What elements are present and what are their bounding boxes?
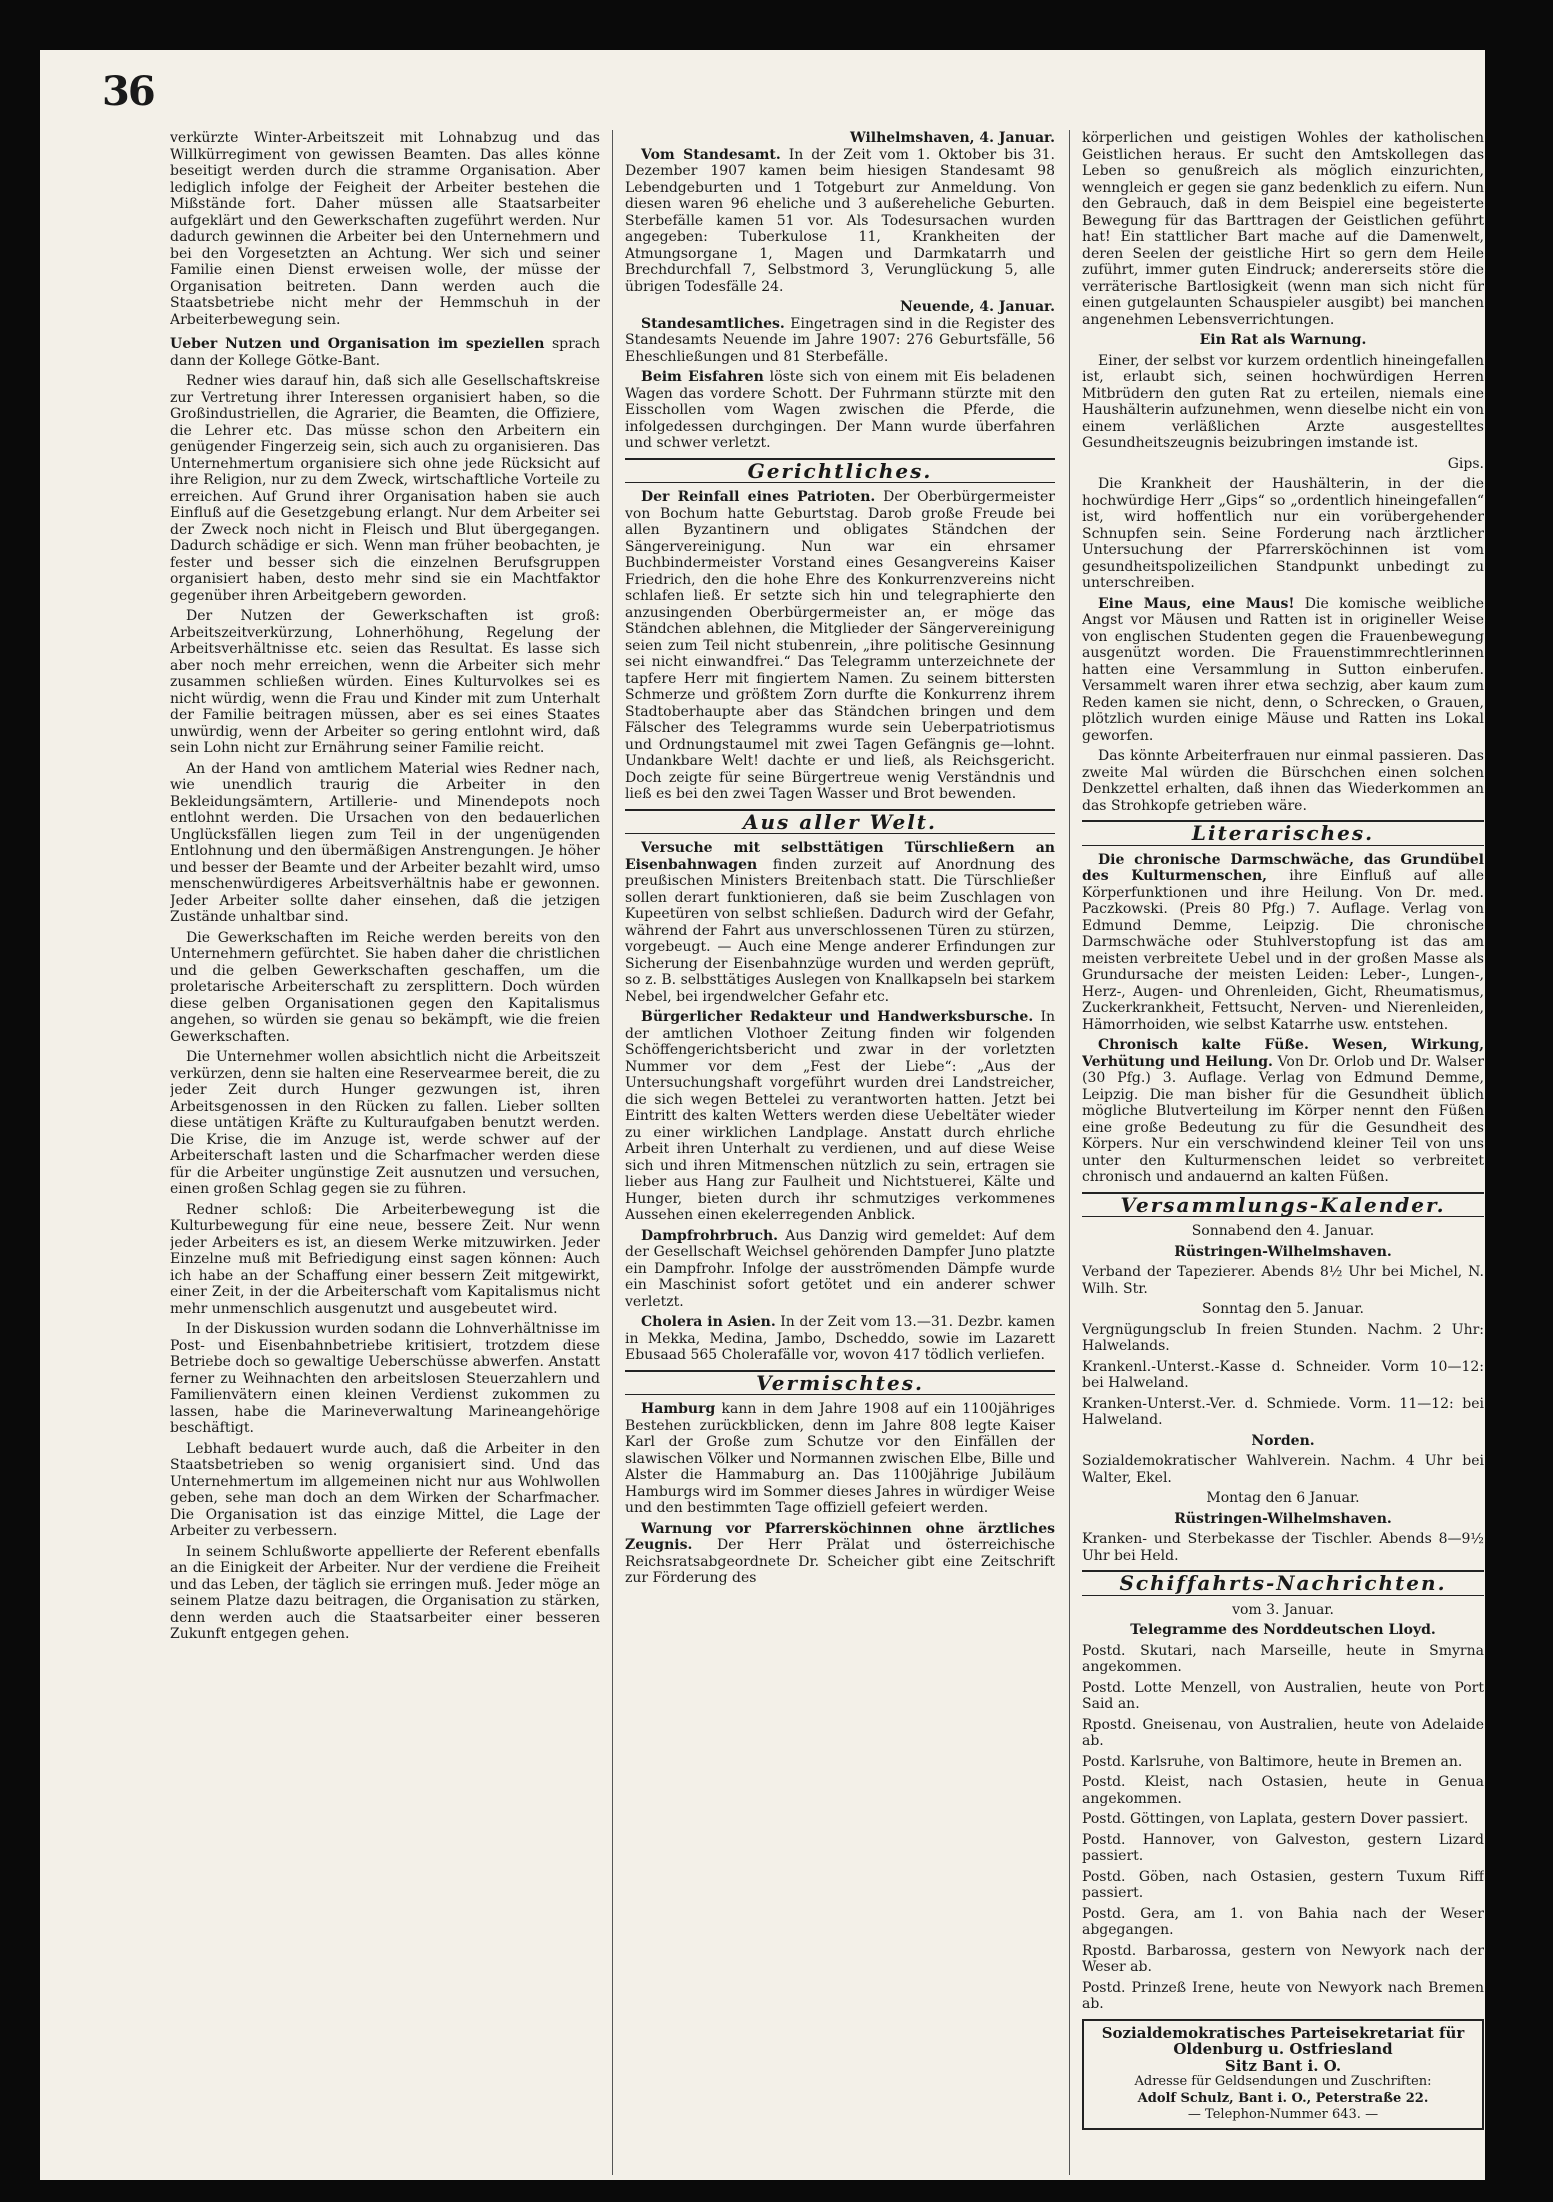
calendar-place: Rüstringen-Wilhelmshaven. [1174, 1510, 1392, 1527]
paragraph: Die Unternehmer wollen absichtlich nicht die Arbeitszeit verkürzen, denn sie halten eine Reservearmee bereit, die zu jeder Zeit durch Hunger gezwungen ist, ihren Arbeitsgenossen in den Rücken zu fallen. Lieber sollten diese untätigen Kräfte zu Kulturaufgaben benutzt werden. Die Krise, die im Anzuge ist, werde schwer auf der Arbeiterschaft lasten und die Scharfmacher werden diese für die Arbeiter ungünstige Zeit ausnutzen und versuchen, einen großen Schlag gegen sie zu führen. [170, 1049, 600, 1197]
calendar-entry: Verband der Tapezierer. Abends 8½ Uhr bei Michel, N. Wilh. Str. [1082, 1264, 1484, 1297]
calendar-place: Rüstringen-Wilhelmshaven. [1174, 1243, 1392, 1260]
shipping-date: vom 3. Januar. [1232, 1601, 1334, 1618]
article-heading: Cholera in Asien. [641, 1314, 776, 1330]
calendar-entry: Vergnügungsclub In freien Stunden. Nachm. 2 Uhr: Halwelands. [1082, 1321, 1484, 1354]
section-heading: Gerichtliches. [625, 458, 1055, 484]
article-heading: Hamburg [641, 1401, 716, 1417]
article-heading: Vom Standesamt. [641, 146, 781, 163]
shipping-entry: Postd. Skutari, nach Marseille, heute in Smyrna angekommen. [1082, 1642, 1484, 1675]
article-heading: Der Reinfall eines Patrioten. [641, 489, 876, 505]
article-heading: Bürgerlicher Redakteur und Handwerksbursche. [641, 1009, 1034, 1025]
article-heading: Die chronische Darmschwäche, das Grundübel des Kulturmenschen, [1082, 851, 1484, 884]
paragraph: ihre Einfluß auf alle Körperfunktionen und ihre Heilung. Von Dr. med. Paczkowski. (Preis 80 Pfg.) 7. Auflage. Verlag von Edmund Demme, Leipzig. Die chronische Darmschwäche oder Stuhlverstopfung ist das am meisten verbreitete Uebel und in der großen Masse als Grundursache der meisten Leiden: Leber-, Lungen-, Herz-, Augen- und Ohrenleiden, Gicht, Rheumatismus, Zuckerkrankheit, Fettsucht, Nerven- und Nierenleiden, Hämorrhoiden, wie selbst Katarrhe usw. entstehen. [1082, 868, 1484, 1033]
section-heading: Aus aller Welt. [625, 809, 1055, 835]
shipping-entry: Postd. Prinzeß Irene, heute von Newyork nach Bremen ab. [1082, 1979, 1484, 2012]
paragraph: In der amtlichen Vlothoer Zeitung finden wir folgenden Schöffengerichtsbericht und zwar in der vorletzten Nummer vor dem „Fest der Liebe“: „Aus der Untersuchungshaft vorgeführt wurden drei Landstreicher, die sich wegen Bettelei zu verantworten hatten. Jetzt bei Eintritt des kalten Wetters werden diese Uebeltäter wieder zu einer wirklichen Landplage. Anstatt durch ehrliche Arbeit ihren Unterhalt zu verdienen, und auf diese Weise sich und ihren Mitmenschen nützlich zu sein, ertragen sie lieber aus Hang zur Faulheit und Nichtstuerei, Kälte und Hunger, bieten durch ihr schmutziges verkommenes Aussehen einen ekelerregenden Anblick. [625, 1009, 1055, 1223]
section-heading: Versammlungs-Kalender. [1082, 1192, 1484, 1218]
paragraph: löste sich von einem mit Eis beladenen Wagen das vordere Schott. Der Fuhrmann stürzte mit den Eisschollen vom Wagen zwischen die Pferde, die infolgedessen durchgingen. Der Mann wurde überfahren und schwer verletzt. [625, 369, 1055, 451]
paragraph: sprach dann der Kollege Götke-Bant. [170, 336, 600, 369]
column-2 [625, 130, 1055, 2175]
shipping-entry: Rpostd. Barbarossa, gestern von Newyork nach der Weser ab. [1082, 1942, 1484, 1975]
article-heading: Chronisch kalte Füße. Wesen, Wirkung, Verhütung und Heilung. [1082, 1037, 1484, 1070]
section-heading: Schiffahrts-Nachrichten. [1082, 1570, 1484, 1596]
section-heading: Vermischtes. [625, 1370, 1055, 1396]
shipping-entry: Postd. Kleist, nach Ostasien, heute in Genua angekommen. [1082, 1774, 1484, 1807]
paragraph: körperlichen und geistigen Wohles der katholischen Geistlichen heraus. Er sucht den Amtskollegen das Leben so genußreich als möglich einzurichten, wenngleich er gegen sie ganz bedenklich zu eifern. Nun den Gebrauch, daß in dem Beispiel eine begeisterte Bewegung für das Barttragen der Geistlichen geführt hat! Ein stattlicher Bart mache auf die Damenwelt, deren Seelen der geistliche Hirt so gern dem Heile zuführt, immer guten Eindruck; andererseits störe die verräterische Bartlosigkeit (wenn man sich nicht für einen gutgelaunten Schauspieler ausgibt) bei manchen angenehmen Lebensverrichtungen. [1082, 130, 1484, 328]
article-heading: Standesamtliches. [641, 315, 785, 332]
article-heading: Dampfrohrbruch. [641, 1227, 779, 1244]
newspaper-page [40, 50, 1485, 2180]
article-heading: Beim Eisfahren [641, 369, 764, 385]
paragraph: In der Zeit vom 1. Oktober bis 31. Dezember 1907 kamen beim hiesigen Standesamt 98 Lebendgeburten und 1 Totgeburt zur Anmeldung. Von diesen waren 96 eheliche und 3 außereheliche Geburten. Sterbefälle kamen 51 vor. Als Todesursachen wurden angegeben: Tuberkulose 11, Krankheiten der Atmungsorgane 1, Magen und Darmkatarrh und Brechdurchfall 7, Selbstmord 3, Verunglückung 5, alle übrigen Todesfälle 24. [625, 146, 1055, 295]
subheading: Ein Rat als Warnung. [1199, 332, 1367, 348]
calendar-date: Montag den 6 Januar. [1206, 1490, 1360, 1506]
box-line: — Telephon-Nummer 643. — [1187, 2107, 1379, 2122]
paragraph: Aus Danzig wird gemeldet: Auf dem der Gesellschaft Weichsel gehörenden Dampfer Juno platzte ein Dampfrohr. Infolge der ausströmenden Dämpfe wurde ein Maschinist sofort getötet und ein anderer schwer verletzt. [625, 1227, 1055, 1310]
column-rule [612, 130, 613, 2175]
calendar-date: Sonntag den 5. Januar. [1202, 1301, 1364, 1317]
paragraph: Redner schloß: Die Arbeiterbewegung ist die Kulturbewegung für eine neue, bessere Zeit. Nur wenn jeder Arbeiters es ist, an diesem Werke mitzuwirken. Jeder Einzelne muß mit Befriedigung einst sagen können: Auch ich habe an der Schaffung einer bessern Zeit mitgewirkt, einer Zeit, in der die Arbeiterschaft vom Kapitalismus nicht mehr unmenschlich ausgenutzt und ausgebeutet wird. [170, 1201, 600, 1317]
calendar-entry: Sozialdemokratischer Wahlverein. Nachm. 4 Uhr bei Walter, Ekel. [1082, 1453, 1484, 1486]
calendar-entry: Kranken-Unterst.-Ver. d. Schmiede. Vorm. 11—12: bei Halweland. [1082, 1395, 1484, 1428]
paragraph: verkürzte Winter-Arbeitszeit mit Lohnabzug und das Willkürregiment von gewissen Beamten. Das alles könne beseitigt werden durch die stramme Organisation. Aber lediglich infolge der Feigheit der Arbeiter bestehen die Mißstände fort. Daher müssen alle Staatsarbeiter aufgeklärt und den Gewerkschaften zugeführt werden. Nur dadurch gewinnen die Arbeiter bei den Unternehmern und bei den Vorgesetzten an Achtung. Wer sich und seiner Familie einen Dienst erweisen wolle, der müsse der Organisation beitreten. Dann werden auch die Staatsbetriebe nicht mehr der Hemmschuh in der Arbeiterbewegung sein. [170, 130, 600, 328]
paragraph: kann in dem Jahre 1908 auf ein 1100jähriges Bestehen zurückblicken, denn im Jahre 808 legte Kaiser Karl der Große zum Schutze vor den Einfällen der slawischen Völker und Normannen zwischen Elbe, Bille und Alster die Hammaburg an. Das 1100jährige Jubiläum Hamburgs wird im Sommer dieses Jahres in würdiger Weise und den bestimmten Tage offiziell gefeiert werden. [625, 1401, 1055, 1516]
shipping-entry: Postd. Gera, am 1. von Bahia nach der Weser abgegangen. [1082, 1905, 1484, 1938]
signature: Gips. [1447, 455, 1484, 472]
box-subtitle: Sitz Bant i. O. [1224, 2056, 1342, 2075]
shipping-subheading: Telegramme des Norddeutschen Lloyd. [1130, 1622, 1436, 1638]
section-heading: Literarisches. [1082, 820, 1484, 846]
calendar-entry: Kranken- und Sterbekasse der Tischler. Abends 8—9½ Uhr bei Held. [1082, 1531, 1484, 1564]
shipping-entry: Postd. Hannover, von Galveston, gestern Lizard passiert. [1082, 1831, 1484, 1864]
column-3 [1082, 130, 1484, 2175]
page-number: 36 [102, 68, 154, 115]
paragraph: Die Gewerkschaften im Reiche werden bereits von den Unternehmern gefürchtet. Sie haben daher die christlichen und die gelben Gewerkschaften geschaffen, um die proletarische Arbeiterschaft zu zersplittern. Doch würden diese gelben Organisationen gegen den Kapitalismus angehen, so würden sie genau so bekämpft, wie die freien Gewerkschaften. [170, 929, 600, 1045]
paragraph: Der Nutzen der Gewerkschaften ist groß: Arbeitszeitverkürzung, Lohnerhöhung, Regelung der Arbeitsverhältnisse etc. seien das Resultat. Es lasse sich aber noch mehr erreichen, wenn die Arbeiter sich mehr zusammen schließen würden. Eines Kulturvolkes sei es nicht würdig, wenn die Frau und Kinder mit zum Unterhalt der Familie beitragen müssen, aber es sei eines Staates unwürdig, wenn der Arbeiter so gering entlohnt wird, daß sein Lohn nicht zur Ernährung seiner Familie reicht. [170, 608, 600, 756]
article-heading: Warnung vor Pfarrersköchinnen ohne ärztliches Zeugnis. [625, 1520, 1055, 1553]
paragraph: In der Diskussion wurden sodann die Lohnverhältnisse im Post- und Eisenbahnbetriebe kritisiert, trotzdem diese Betriebe doch so gewaltige Ueberschüsse abwerfen. Anstatt ferner zu Weihnachten den arbeitslosen Steuerzahlern und Familienvätern einen kleinen Verdienst zukommen zu lassen, habe die Marineverwaltung Marineangehörige beschäftigt. [170, 1321, 600, 1436]
paragraph: Der Herr Prälat und österreichische Reichsratsabgeordnete Dr. Scheicher gibt eine Zeitschrift zur Förderung des [625, 1537, 1055, 1586]
shipping-entry: Postd. Göttingen, von Laplata, gestern Dover passiert. [1082, 1811, 1469, 1827]
paragraph: Einer, der selbst vor kurzem ordentlich hineingefallen ist, erlaubt sich, seinen hochwürdigen Herren Mitbrüdern den guten Rat zu erteilen, niemals eine Haushälterin aufzunehmen, wenn dieselbe nicht ein von einem verläßlichen Arzte ausgestelltes Gesundheitszeugnis beizubringen imstande ist. [1082, 352, 1484, 451]
calendar-entry: Krankenl.-Unterst.-Kasse d. Schneider. Vorm 10—12: bei Halweland. [1082, 1358, 1484, 1391]
shipping-entry: Postd. Lotte Menzell, von Australien, heute von Port Said an. [1082, 1679, 1484, 1712]
shipping-entry: Postd. Karlsruhe, von Baltimore, heute in Bremen an. [1082, 1753, 1463, 1770]
box-line: Adolf Schulz, Bant i. O., Peterstraße 22. [1137, 2090, 1429, 2106]
calendar-place: Norden. [1251, 1432, 1315, 1449]
paragraph: In der Zeit vom 13.—31. Dezbr. kamen in Mekka, Medina, Jambo, Dscheddo, sowie im Lazarett Ebusaad 565 Cholerafälle vor, wovon 417 tödlich verliefen. [625, 1314, 1055, 1363]
paragraph: In seinem Schlußworte appellierte der Referent ebenfalls an die Einigkeit der Arbeiter. Nur der verdiene die Freiheit und das Leben, der täglich sie erringen muß. Jeder möge an seinem Platze dazu beitragen, die Organisation zu stärken, denn werden auch die Staatsarbeiter einer besseren Zukunft entgegen gehen. [170, 1543, 600, 1642]
column-1 [170, 130, 600, 2175]
paragraph: Eingetragen sind in die Register des Standesamts Neuende im Jahre 1907: 276 Geburtsfälle, 56 Eheschließungen und 81 Sterbefälle. [625, 315, 1055, 365]
article-heading: Ueber Nutzen und Organisation im speziellen [170, 336, 545, 352]
dateline: Neuende, 4. Januar. [900, 299, 1055, 315]
dateline: Wilhelmshaven, 4. Januar. [849, 130, 1055, 146]
paragraph: Die komische weibliche Angst vor Mäusen und Ratten ist in origineller Weise von englischen Studenten gegen die Frauenbewegung ausgenützt worden. Die Frauenstimmrechtlerinnen hatten eine Versammlung in Sutton einberufen. Versammelt waren ihrer etwa sechzig, aber kaum zum Reden kamen sie nicht, denn, o Schrecken, o Grauen, plötzlich wurden einige Mäuse und Ratten ins Lokal geworfen. [1082, 595, 1484, 744]
party-secretariat-box [1082, 2019, 1484, 2130]
calendar-date: Sonnabend den 4. Januar. [1191, 1223, 1375, 1239]
shipping-entry: Postd. Göben, nach Ostasien, gestern Tuxum Riff passiert. [1082, 1868, 1484, 1901]
column-rule [1069, 130, 1070, 2175]
shipping-entry: Rpostd. Gneisenau, von Australien, heute von Adelaide ab. [1082, 1716, 1484, 1749]
paragraph: Lebhaft bedauert wurde auch, daß die Arbeiter in den Staatsbetrieben so wenig organisiert sind. Und das Unternehmertum im allgemeinen nicht nur aus Wohlwollen geben, sehe man doch an dem Wirken der Scharfmacher. Die Organisation ist das einzige Mittel, die Lage der Arbeiter zu verbessern. [170, 1440, 600, 1539]
box-title: Sozialdemokratisches Parteisekretariat für Oldenburg u. Ostfriesland [1101, 2023, 1465, 2058]
paragraph: finden zurzeit auf Anordnung des preußischen Ministers Breitenbach statt. Die Türschließer sollen derart funktionieren, daß sie beim Zuschlagen von Kupeetüren von selbst schließen. Dadurch wird der Gefahr, während der Fahrt aus unverschlossenen Türen zu stürzen, vorgebeugt. — Auch eine Menge anderer Erfindungen zur Sicherung der Eisenbahnzüge wurden und werden geprüft, so z. B. selbsttätiges Auslegen von Knallkapseln bei starkem Nebel, bei irgendwelcher Gefahr etc. [625, 856, 1055, 1005]
paragraph: An der Hand von amtlichem Material wies Redner nach, wie unendlich traurig die Arbeiter in den Bekleidungsämtern, Artillerie- und Minendepots noch entlohnt werden. Die Ursachen von den bedauerlichen Unglücksfällen liegen zum Teil in der ungenügenden Entlohnung und den übermäßigen Anstrengungen. Je höher und besser der Beamte und der Arbeiter bezahlt wird, umso menschenwürdigeres Arbeitsverhältnis habe er gewonnen. Jeder Arbeiter sollte daher einsehen, daß die jetzigen Zustände unhaltbar sind. [170, 760, 600, 925]
paragraph: Von Dr. Orlob und Dr. Walser (30 Pfg.) 3. Auflage. Verlag von Edmund Demme, Leipzig. Die man bisher für die Gesundheit üblich mögliche Blutverteilung im Körper nennt den Füßen eine große Bedeutung zu für die Gesundheit des Körpers. Nur ein verschwindend kleiner Teil von uns unter den Kulturmenschen leidet so verbreitet chronisch und andauernd an kalten Füßen. [1082, 1053, 1484, 1185]
paragraph: Der Oberbürgermeister von Bochum hatte Geburtstag. Darob große Freude bei allen Byzantinern und obligates Ständchen der Sängervereinigung. Nun war ein ehrsamer Buchbindermeister Vorstand eines Gesangvereins Kaiser Friedrich, den die hohe Ehre des Konkurrenzvereins nicht schlafen ließ. Er setzte sich hin und telegraphierte den anzusingenden Oberbürgermeister an, er möge das Ständchen ablehnen, die Mitglieder der Sängervereinigung seien zum Teil nicht stubenrein, „ihre politische Gesinnung sei nicht einwandfrei.“ Das Telegramm unterzeichnete der tapfere Herr mit fingiertem Namen. Zu seinem bittersten Schmerze und größtem Zorn durfte die Konkurrenz ihrem Stadtoberhaupte aber das Ständchen bringen und dem Fälscher des Telegramms wurde sein Ueberpatriotismus und Ordnungstaumel mit zwei Tagen Gefängnis ge—lohnt. Undankbare Welt! dachte er und ließ, als Reichsgericht. Doch zeigte für seine Bürgertreue wenig Verständnis und ließ es bei den zwei Tagen Wasser und Brot bewenden. [625, 489, 1055, 802]
paragraph: Das könnte Arbeiterfrauen nur einmal passieren. Das zweite Mal würden die Bürschchen einen solchen Denkzettel erhalten, daß ihnen das Wiederkommen an das Strohkopfe getrieben wäre. [1082, 748, 1484, 814]
article-heading: Versuche mit selbsttätigen Türschließern an Eisenbahnwagen [625, 840, 1055, 873]
paragraph: Die Krankheit der Haushälterin, in der die hochwürdige Herr „Gips“ so „ordentlich hineingefallen“ ist, wird hoffentlich nur ein vorübergehender Schnupfen sein. Seine Forderung nach ärztlicher Untersuchung der Pfarrersköchinnen ist vom gesundheitspolizeilichen Standpunkt unbedingt zu unterschreiben. [1082, 476, 1484, 591]
article-heading: Eine Maus, eine Maus! [1098, 595, 1295, 612]
paragraph: Redner wies darauf hin, daß sich alle Gesellschaftskreise zur Vertretung ihrer Interessen organisiert haben, so die Großindustriellen, die Agrarier, die Beamten, die Offiziere, die Lehrer etc. Das müsse schon den Arbeitern ein genügender Fingerzeig sein, sich auch zu organisieren. Das Unternehmertum organisiere sich ohne jede Rücksicht auf ihre Religion, nur zu dem Zweck, wirtschaftliche Vorteile zu erreichen. Auf Grund ihrer Organisation haben sie auch Einfluß auf die Gesetzgebung erlangt. Nur dem Arbeiter sei der Zweck noch nicht in Fleisch und Blut übergegangen. Dadurch schädige er sich. Wenn man früher beobachten, je fester und besser sich die einzelnen Berufsgruppen organisiert haben, desto mehr sind sie ein Machtfaktor gegenüber ihren Arbeitgebern geworden. [170, 373, 600, 604]
box-line: Adresse für Geldsendungen und Zuschriften: [1134, 2074, 1432, 2089]
